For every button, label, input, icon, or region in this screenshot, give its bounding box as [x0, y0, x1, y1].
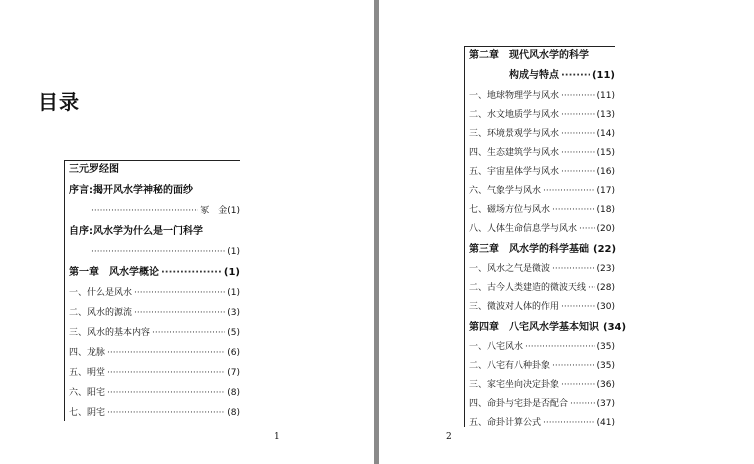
toc-entry[interactable]: [469, 168, 615, 177]
toc-entry-page: (37): [596, 399, 615, 409]
toc-entry-text: 第三章 风水学的科学基础: [469, 244, 589, 255]
toc-dot-leader: [552, 265, 595, 274]
toc-dot-leader: [134, 289, 225, 298]
toc-entry-text: 二、水文地质学与风水: [469, 110, 560, 120]
toc-entry-page: (28): [596, 283, 615, 293]
toc-dot-leader: [543, 419, 595, 428]
toc-entry-page: (1): [227, 288, 240, 298]
toc-entry[interactable]: [469, 362, 615, 371]
toc-entry[interactable]: [469, 303, 615, 312]
right-toc-column: [464, 46, 627, 428]
toc-entry-page: (11): [591, 70, 615, 81]
toc-entry-text: 六、阳宅: [69, 388, 106, 398]
toc-entry-page: (17): [596, 186, 615, 196]
toc-entry[interactable]: [69, 289, 240, 298]
toc-entry-text: 四、生态建筑学与风水: [469, 148, 560, 158]
toc-entry[interactable]: [69, 329, 240, 338]
toc-entry[interactable]: [469, 149, 615, 158]
toc-dot-leader: [91, 248, 225, 257]
toc-entry-text: 八、人体生命信息学与风水: [469, 224, 578, 234]
toc-entry-text: 第二章 现代风水学的科学: [469, 50, 589, 61]
toc-entry-text: 一、什么是风水: [69, 288, 133, 298]
toc-dot-leader: [561, 92, 595, 101]
toc-entry-text: 五、明堂: [69, 368, 106, 378]
toc-dot-leader: [107, 369, 225, 378]
toc-entry-page: (15): [596, 148, 615, 158]
toc-entry-page: (3): [227, 308, 240, 318]
toc-entry-page: (34): [603, 322, 627, 333]
toc-entry[interactable]: [469, 400, 615, 409]
toc-entry-page: (30): [596, 302, 615, 312]
toc-entry-text: 一、八宅风水: [469, 342, 524, 352]
toc-dot-leader: [152, 329, 225, 338]
toc-entry[interactable]: [469, 111, 615, 120]
toc-entry[interactable]: [469, 245, 615, 255]
toc-entry-text: 三、微波对人体的作用: [469, 302, 560, 312]
toc-entry[interactable]: [469, 265, 615, 274]
toc-entry-text: 五、宇宙星体学与风水: [469, 167, 560, 177]
toc-title: 目录: [38, 90, 80, 114]
toc-entry[interactable]: [69, 349, 240, 358]
toc-entry[interactable]: [469, 130, 615, 139]
toc-entry-text: 第四章 八宅风水学基本知识: [469, 322, 599, 333]
toc-entry-text: 三、家宅坐向决定卦象: [469, 380, 560, 390]
toc-dot-leader: [561, 149, 595, 158]
toc-dot-leader: [561, 303, 595, 312]
toc-dot-leader: [561, 71, 590, 81]
toc-entry[interactable]: [469, 187, 615, 196]
toc-entry-text: 自序:风水学为什么是一门科学: [69, 226, 203, 237]
toc-entry-text: 六、气象学与风水: [469, 186, 542, 196]
toc-dot-leader: [161, 268, 222, 278]
toc-entry-text: 构成与特点: [509, 70, 559, 81]
toc-dot-leader: [561, 111, 595, 120]
toc-entry-text: 三、风水的基本内容: [69, 328, 151, 338]
page-number: 2: [446, 432, 452, 442]
toc-entry-page: 冢 金(1): [200, 206, 240, 216]
toc-entry-page: (8): [227, 408, 240, 418]
toc-dot-leader: [570, 400, 595, 409]
toc-entry-page: (35): [596, 361, 615, 371]
toc-entry[interactable]: [469, 343, 615, 352]
toc-dot-leader: [561, 381, 595, 390]
toc-dot-leader: [107, 409, 225, 418]
toc-dot-leader: [525, 343, 595, 352]
toc-entry-page: (18): [596, 205, 615, 215]
toc-entry-text: 四、龙脉: [69, 348, 106, 358]
toc-dot-leader: [561, 168, 595, 177]
toc-entry-page: (14): [596, 129, 615, 139]
toc-entry-page: (16): [596, 167, 615, 177]
toc-entry[interactable]: [89, 248, 240, 257]
toc-entry[interactable]: [469, 322, 627, 333]
toc-entry-page: (41): [596, 418, 615, 428]
toc-entry-text: 五、命卦计算公式: [469, 418, 542, 428]
toc-entry[interactable]: [69, 389, 240, 398]
toc-entry-text: 序言:揭开风水学神秘的面纱: [69, 185, 193, 196]
toc-entry-text: 二、古今人类建造的微波天线: [469, 283, 587, 293]
toc-entry-page: (5): [227, 328, 240, 338]
page-number: 1: [274, 432, 280, 442]
toc-entry-page: (36): [596, 380, 615, 390]
toc-entry[interactable]: [469, 206, 615, 215]
toc-entry[interactable]: [469, 225, 615, 234]
toc-entry-page: (13): [596, 110, 615, 120]
toc-entry-text: 二、八宅有八种卦象: [469, 361, 551, 371]
toc-dot-leader: [107, 349, 225, 358]
toc-entry-text: 第一章 风水学概论: [69, 267, 159, 278]
toc-entry[interactable]: [69, 165, 240, 175]
toc-entry[interactable]: [469, 284, 615, 293]
toc-entry-page: (1): [227, 247, 240, 257]
toc-entry[interactable]: [69, 309, 240, 318]
toc-entry-page: (7): [227, 368, 240, 378]
toc-entry[interactable]: [469, 381, 615, 390]
toc-entry-text: 一、风水之气是微波: [469, 264, 551, 274]
toc-entry[interactable]: [69, 227, 240, 237]
toc-entry-text: 三元罗经图: [69, 164, 119, 175]
toc-dot-leader: [552, 362, 595, 371]
toc-entry-page: (8): [227, 388, 240, 398]
toc-entry-page: (35): [596, 342, 615, 352]
toc-entry[interactable]: [69, 268, 240, 278]
toc-entry-text: 三、环境景观学与风水: [469, 129, 560, 139]
toc-dot-leader: [134, 309, 225, 318]
toc-dot-leader: [579, 225, 595, 234]
right-page: [379, 0, 754, 464]
toc-entry-page: (11): [596, 91, 615, 101]
toc-dot-leader: [561, 130, 595, 139]
left-page: [0, 0, 374, 464]
toc-entry[interactable]: [509, 71, 615, 81]
toc-entry[interactable]: [69, 186, 240, 196]
toc-entry-page: (1): [223, 267, 240, 278]
toc-entry[interactable]: [469, 92, 615, 101]
toc-entry-page: (20): [596, 224, 615, 234]
toc-entry-page: (22): [593, 244, 617, 255]
toc-entry-text: 一、地球物理学与风水: [469, 91, 560, 101]
toc-entry[interactable]: [89, 207, 240, 216]
toc-entry-text: 七、阴宅: [69, 408, 106, 418]
toc-entry-page: (23): [596, 264, 615, 274]
toc-dot-leader: [543, 187, 595, 196]
toc-entry[interactable]: [69, 369, 240, 378]
toc-entry[interactable]: [469, 419, 615, 428]
toc-entry-text: 七、磁场方位与风水: [469, 205, 551, 215]
toc-dot-leader: [107, 389, 225, 398]
toc-entry[interactable]: [469, 51, 615, 61]
toc-dot-leader: [91, 207, 198, 216]
toc-dot-leader: [552, 206, 595, 215]
toc-entry-text: 二、风水的源流: [69, 308, 133, 318]
toc-entry-page: (6): [227, 348, 240, 358]
toc-entry-text: 四、命卦与宅卦是否配合: [469, 399, 569, 409]
toc-dot-leader: [588, 284, 595, 293]
left-toc-column: [64, 160, 240, 421]
toc-entry[interactable]: [69, 409, 240, 418]
